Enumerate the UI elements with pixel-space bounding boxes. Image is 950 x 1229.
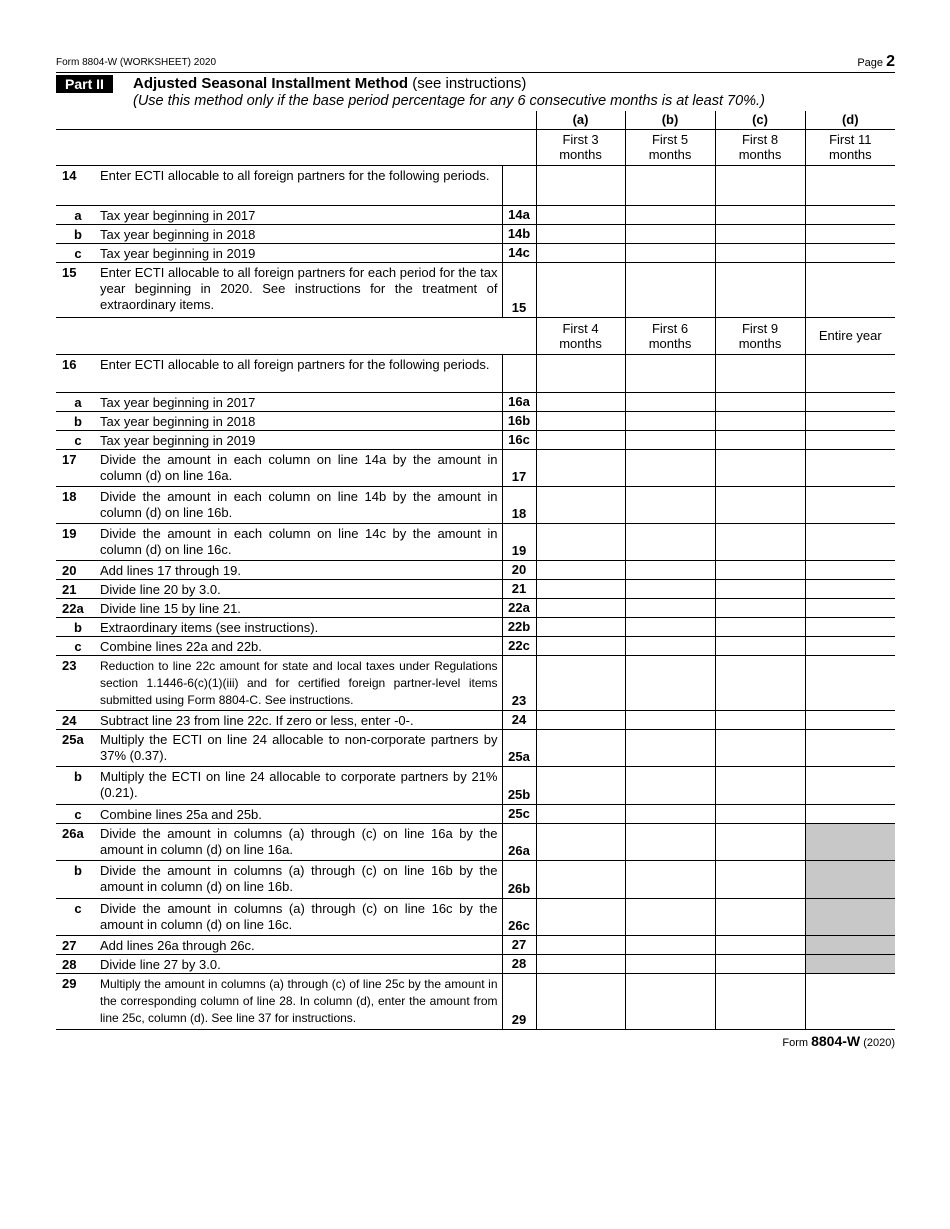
line-box-label: 23 [502,655,536,710]
line-description: Divide line 15 by line 21. [100,600,241,616]
amount-field-a[interactable] [536,560,625,579]
amount-field-c[interactable] [715,354,805,392]
amount-field-c[interactable] [715,766,805,804]
line-description: Divide the amount in each column on line 14a by the amount in column (d) on line 16a. [100,451,498,483]
line-row [56,598,895,617]
amount-field-c[interactable] [715,205,805,224]
amount-field-c[interactable] [715,617,805,636]
amount-field-d[interactable] [805,411,895,430]
line-box-label [502,165,536,205]
amount-field-b[interactable] [625,205,715,224]
amount-field-d[interactable] [805,579,895,598]
line-number: c [74,900,82,916]
line-box-label: 25c [502,804,536,823]
amount-field-d[interactable] [805,598,895,617]
amount-field-c[interactable] [715,243,805,262]
amount-field-b[interactable] [625,636,715,655]
column-letter: (d) [805,111,895,129]
amount-field-a[interactable] [536,973,625,1029]
amount-field-d[interactable] [805,165,895,205]
line-row [56,354,895,392]
amount-field-a[interactable] [536,224,625,243]
line-row [56,617,895,636]
line-row [56,860,895,898]
line-description: Enter ECTI allocable to all foreign partners for the following periods. [100,356,490,372]
amount-field-b[interactable] [625,823,715,860]
line-row [56,449,895,486]
line-box-label: 20 [502,560,536,579]
amount-field-b[interactable] [625,243,715,262]
blank-cell [56,111,536,129]
amount-field-a[interactable] [536,486,625,523]
line-row [56,262,895,317]
amount-field-c[interactable] [715,935,805,954]
worksheet-table [56,111,895,1030]
amount-field-c[interactable] [715,729,805,766]
line-description: Divide line 20 by 3.0. [100,581,221,597]
amount-field-b[interactable] [625,262,715,317]
column-header: First 5 months [625,129,715,165]
line-description: Add lines 17 through 19. [100,562,241,578]
amount-field-b[interactable] [625,224,715,243]
line-description: Extraordinary items (see instructions). [100,619,319,635]
line-description: Multiply the ECTI on line 24 allocable to non-corporate partners by 37% (0.37). [100,731,498,763]
amount-field-a[interactable] [536,392,625,411]
line-description: Tax year beginning in 2018 [100,226,256,242]
column-letter-row [56,111,895,129]
line-row [56,973,895,1029]
amount-field-a[interactable] [536,354,625,392]
amount-field-d [805,898,895,935]
amount-field-c[interactable] [715,598,805,617]
line-row [56,411,895,430]
amount-field-b[interactable] [625,954,715,973]
amount-field-d[interactable] [805,655,895,710]
amount-field-c[interactable] [715,392,805,411]
amount-field-a[interactable] [536,898,625,935]
column-header-row [56,317,895,354]
line-row [56,935,895,954]
line-description: Divide the amount in columns (a) through (c) on line 16c by the amount in column (d) on line 16c. [100,900,498,932]
amount-field-a[interactable] [536,766,625,804]
amount-field-d [805,954,895,973]
column-header: First 11 months [805,129,895,165]
amount-field-d[interactable] [805,617,895,636]
line-box-label: 16c [502,430,536,449]
amount-field-b[interactable] [625,579,715,598]
line-description: Tax year beginning in 2017 [100,207,256,223]
amount-field-a[interactable] [536,636,625,655]
part-title: Adjusted Seasonal Installment Method (see instructions) [133,75,527,92]
line-description: Add lines 26a through 26c. [100,937,255,953]
line-row [56,165,895,205]
line-description: Enter ECTI allocable to all foreign partners for the following periods. [100,167,490,183]
line-number: 18 [62,488,77,504]
line-description: Enter ECTI allocable to all foreign partners for each period for the tax year beginning in 2020. See instructions for the treatment of extraordinary items. [100,264,498,312]
amount-field-a[interactable] [536,860,625,898]
amount-field-b[interactable] [625,598,715,617]
amount-field-b[interactable] [625,655,715,710]
amount-field-c[interactable] [715,860,805,898]
line-box-label: 22a [502,598,536,617]
line-row [56,579,895,598]
line-description: Reduction to line 22c amount for state and local taxes under Regulations section 1.1446-6(c)(1)(iii) and for certified foreign partner-level items submitted using Form 8804-C. See instructions. [100,658,498,707]
blank-cell [56,317,536,354]
line-row [56,729,895,766]
line-row [56,486,895,523]
amount-field-a[interactable] [536,617,625,636]
line-number: b [74,413,82,429]
line-box-label: 14c [502,243,536,262]
line-number: 19 [62,525,77,541]
page-footer [56,1030,895,1050]
line-description: Tax year beginning in 2017 [100,394,256,410]
amount-field-b[interactable] [625,449,715,486]
page-indicator: Page 2 [857,53,895,70]
amount-field-c[interactable] [715,560,805,579]
form-name: Form 8804-W (WORKSHEET) 2020 [56,57,217,68]
line-row [56,898,895,935]
amount-field-c[interactable] [715,655,805,710]
amount-field-a[interactable] [536,165,625,205]
line-number: c [74,245,82,261]
amount-field-b[interactable] [625,430,715,449]
line-box-label: 19 [502,523,536,560]
column-letter: (b) [625,111,715,129]
amount-field-c[interactable] [715,579,805,598]
line-row [56,766,895,804]
line-box-label: 22b [502,617,536,636]
amount-field-a[interactable] [536,935,625,954]
amount-field-a[interactable] [536,823,625,860]
part-label: Part II [56,75,113,93]
amount-field-d[interactable] [805,710,895,729]
line-number: 28 [62,956,77,972]
amount-field-d[interactable] [805,392,895,411]
amount-field-d[interactable] [805,262,895,317]
worksheet-page [56,52,895,1050]
line-number: b [74,768,82,784]
amount-field-b[interactable] [625,411,715,430]
line-row [56,954,895,973]
amount-field-d[interactable] [805,729,895,766]
amount-field-c[interactable] [715,430,805,449]
line-row [56,430,895,449]
line-description: Divide the amount in columns (a) through (c) on line 16b by the amount in column (d) on line 16b. [100,862,498,894]
amount-field-c[interactable] [715,636,805,655]
amount-field-c[interactable] [715,165,805,205]
line-description: Combine lines 22a and 22b. [100,638,262,654]
part-subtitle: (Use this method only if the base period percentage for any 6 consecutive months is at least 70%.) [133,93,765,109]
line-box-label: 14b [502,224,536,243]
line-box-label: 26c [502,898,536,935]
column-header: First 8 months [715,129,805,165]
amount-field-b[interactable] [625,710,715,729]
amount-field-b[interactable] [625,617,715,636]
blank-cell [56,129,536,165]
part-header [56,73,895,111]
amount-field-c[interactable] [715,823,805,860]
line-box-label: 15 [502,262,536,317]
amount-field-d[interactable] [805,224,895,243]
amount-field-a[interactable] [536,729,625,766]
line-box-label [502,354,536,392]
amount-field-a[interactable] [536,411,625,430]
column-letter: (a) [536,111,625,129]
line-box-label: 25a [502,729,536,766]
line-number: 29 [62,975,77,991]
amount-field-d[interactable] [805,430,895,449]
amount-field-a[interactable] [536,710,625,729]
amount-field-d [805,823,895,860]
line-description: Multiply the amount in columns (a) through (c) of line 25c by the amount in the corresponding column of line 28. In column (d), enter the amount from line 25c, column (d). See line 37 for instructions. [100,976,498,1025]
amount-field-b[interactable] [625,523,715,560]
page-number: 2 [886,53,895,70]
amount-field-a[interactable] [536,579,625,598]
line-description: Multiply the ECTI on line 24 allocable to corporate partners by 21% (0.21). [100,768,498,800]
line-number: a [74,394,82,410]
amount-field-d[interactable] [805,205,895,224]
column-header: First 3 months [536,129,625,165]
column-header: First 4 months [536,317,625,354]
line-description: Tax year beginning in 2019 [100,245,256,261]
column-letter: (c) [715,111,805,129]
line-number: 20 [62,562,77,578]
amount-field-b[interactable] [625,804,715,823]
line-box-label: 29 [502,973,536,1029]
line-row [56,243,895,262]
line-number: 24 [62,712,77,728]
line-number: 14 [62,167,77,183]
amount-field-c[interactable] [715,486,805,523]
amount-field-d[interactable] [805,560,895,579]
line-number: b [74,862,82,878]
line-row [56,205,895,224]
amount-field-a[interactable] [536,954,625,973]
line-box-label: 26a [502,823,536,860]
line-number: c [74,806,82,822]
line-box-label: 27 [502,935,536,954]
line-number: 22a [62,600,84,616]
line-description: Divide the amount in each column on line 14c by the amount in column (d) on line 16c. [100,525,498,557]
amount-field-a[interactable] [536,804,625,823]
amount-field-b[interactable] [625,560,715,579]
amount-field-c[interactable] [715,973,805,1029]
line-number: 21 [62,581,77,597]
column-header: First 6 months [625,317,715,354]
amount-field-a[interactable] [536,598,625,617]
line-box-label: 24 [502,710,536,729]
line-row [56,392,895,411]
amount-field-a[interactable] [536,205,625,224]
amount-field-c[interactable] [715,224,805,243]
form-footer: Form 8804-W (2020) [782,1032,895,1049]
line-description: Subtract line 23 from line 22c. If zero or less, enter -0-. [100,712,414,728]
amount-field-b[interactable] [625,973,715,1029]
line-row [56,523,895,560]
amount-field-a[interactable] [536,243,625,262]
line-box-label: 26b [502,860,536,898]
line-description: Tax year beginning in 2018 [100,413,256,429]
line-row [56,224,895,243]
amount-field-b[interactable] [625,354,715,392]
amount-field-c[interactable] [715,411,805,430]
line-number: b [74,619,82,635]
amount-field-c[interactable] [715,898,805,935]
line-box-label: 21 [502,579,536,598]
column-header: Entire year [805,317,895,354]
amount-field-a[interactable] [536,262,625,317]
line-number: b [74,226,82,242]
amount-field-d[interactable] [805,973,895,1029]
line-box-label: 28 [502,954,536,973]
amount-field-c[interactable] [715,954,805,973]
line-number: c [74,638,82,654]
amount-field-d[interactable] [805,486,895,523]
line-row [56,710,895,729]
amount-field-d[interactable] [805,523,895,560]
amount-field-d[interactable] [805,354,895,392]
line-description: Divide the amount in each column on line 14b by the amount in column (d) on line 16b. [100,488,498,520]
amount-field-b[interactable] [625,729,715,766]
amount-field-d[interactable] [805,804,895,823]
amount-field-b[interactable] [625,165,715,205]
amount-field-d[interactable] [805,243,895,262]
line-number: a [74,207,82,223]
line-description: Divide the amount in columns (a) through (c) on line 16a by the amount in column (d) on line 16a. [100,825,498,857]
amount-field-d[interactable] [805,449,895,486]
amount-field-c[interactable] [715,523,805,560]
line-number: 26a [62,825,84,841]
column-header: First 9 months [715,317,805,354]
amount-field-b[interactable] [625,766,715,804]
line-box-label: 16a [502,392,536,411]
amount-field-c[interactable] [715,804,805,823]
line-row [56,655,895,710]
amount-field-c[interactable] [715,262,805,317]
amount-field-d [805,860,895,898]
amount-field-d[interactable] [805,766,895,804]
line-number: 27 [62,937,77,953]
line-row [56,823,895,860]
amount-field-d [805,935,895,954]
amount-field-c[interactable] [715,710,805,729]
line-number: c [74,432,82,448]
amount-field-c[interactable] [715,449,805,486]
line-box-label: 22c [502,636,536,655]
line-description: Tax year beginning in 2019 [100,432,256,448]
column-header-row [56,129,895,165]
amount-field-d[interactable] [805,636,895,655]
amount-field-a[interactable] [536,449,625,486]
line-number: 23 [62,657,77,673]
amount-field-a[interactable] [536,523,625,560]
line-number: 15 [62,264,77,280]
line-row [56,804,895,823]
page-header [56,52,895,73]
amount-field-b[interactable] [625,860,715,898]
amount-field-b[interactable] [625,898,715,935]
line-number: 17 [62,451,77,467]
line-box-label: 17 [502,449,536,486]
line-number: 25a [62,731,84,747]
line-box-label: 14a [502,205,536,224]
line-description: Combine lines 25a and 25b. [100,806,262,822]
line-number: 16 [62,356,77,372]
amount-field-b[interactable] [625,392,715,411]
amount-field-a[interactable] [536,655,625,710]
amount-field-b[interactable] [625,486,715,523]
line-description: Divide line 27 by 3.0. [100,956,221,972]
line-row [56,636,895,655]
amount-field-a[interactable] [536,430,625,449]
line-box-label: 18 [502,486,536,523]
amount-field-b[interactable] [625,935,715,954]
line-row [56,560,895,579]
line-box-label: 16b [502,411,536,430]
line-box-label: 25b [502,766,536,804]
